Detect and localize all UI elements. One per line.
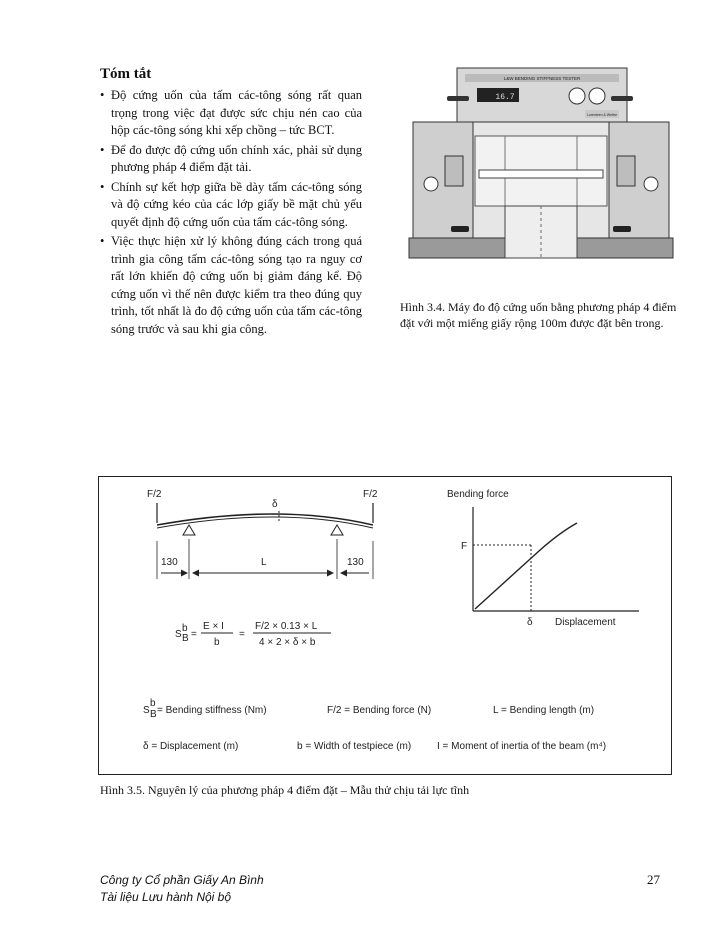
page-footer <box>100 872 264 906</box>
summary-bullet: • Để đo được độ cứng uốn chính xác, phải sử dụng phương pháp 4 điểm đặt tải. <box>100 142 362 174</box>
legend <box>143 698 606 752</box>
brand-label: Lorentzen & Wettre <box>586 113 618 117</box>
load-left-label: F/2 <box>147 489 162 500</box>
summary-bullet: • Độ cứng uốn của tấm các-tông sóng rất quan trọng trong việc đạt được sức chịu nén cao của hộp các-tông sóng khi xếp chồng – tức BCT. <box>100 88 362 137</box>
dim-left-label: 130 <box>161 557 178 568</box>
delta-label: δ <box>272 499 278 510</box>
bullet-icon: • <box>100 142 105 157</box>
formula-frac1-num: E × I <box>203 621 224 632</box>
summary-bullet: • Việc thực hiện xử lý không đúng cách trong quá trình gia công tấm các-tông sóng tạo ra nguy cơ rất lớn khiến độ cứng uốn bị giảm đáng kể. Độ cứng uốn vì thế nên được kiểm tra theo đúng quy trình, tốt nhất là đo độ cứng uốn của tấm các-tông sóng trước và sau khi gia công. <box>100 234 362 336</box>
formula-frac1-den: b <box>214 637 220 648</box>
dim-span-label: L <box>261 557 267 568</box>
footer-company: Công ty Cổ phần Giấy An Bình <box>100 873 264 887</box>
figure-3-5-caption: Hình 3.5. Nguyên lý của phương pháp 4 điểm đặt – Mẫu thử chịu tải lực tĩnh <box>100 783 470 797</box>
legend-bending-force: F/2 = Bending force (N) <box>327 705 432 716</box>
formula-frac2-num: F/2 × 0.13 × L <box>255 621 318 632</box>
bullet-icon: • <box>100 179 105 194</box>
dim-right-label: 130 <box>347 557 364 568</box>
svg-text:=: = <box>239 629 245 640</box>
legend-width: b = Width of testpiece (m) <box>297 741 412 752</box>
summary-bullet: • Chính sự kết hợp giữa bề dày tấm các-tông sóng và độ cứng kéo của các lớp giấy bề mặt chủ yếu quyết định độ cứng uốn của tấm các-tông sóng. <box>100 179 362 229</box>
figure-3-5 <box>98 476 672 775</box>
support-right <box>331 525 343 535</box>
summary-list <box>100 87 362 338</box>
tester-photo <box>405 66 677 274</box>
load-right-label: F/2 <box>363 489 378 500</box>
formula-lhs: S <box>175 629 182 640</box>
figure-3-4-caption: Hình 3.4. Máy đo độ cứng uốn bằng phương pháp 4 điểm đặt với một miếng giấy rộng 100m được đặt bên trong. <box>400 300 677 330</box>
page-number: 27 <box>647 872 660 887</box>
svg-text:B: B <box>182 633 189 644</box>
legend-moment-of-inertia: I = Moment of inertia of the beam (m⁴) <box>437 741 607 752</box>
graph-title: Bending force <box>447 489 509 500</box>
summary-heading: Tóm tắt <box>100 66 152 82</box>
svg-text:b: b <box>150 698 156 709</box>
legend-displacement: δ = Displacement (m) <box>143 741 239 752</box>
bending-formula <box>175 621 331 648</box>
svg-text:b: b <box>182 623 188 634</box>
svg-text:B: B <box>150 709 157 720</box>
formula-frac2-den: 4 × 2 × δ × b <box>259 637 316 648</box>
graph-f-label: F <box>461 541 468 552</box>
footer-note: Tài liệu Lưu hành Nội bộ <box>100 890 232 904</box>
graph-x-label: Displacement <box>555 617 616 628</box>
bullet-icon: • <box>100 234 105 248</box>
legend-bending-stiffness: = Bending stiffness (Nm) <box>157 705 267 716</box>
bullet-icon: • <box>100 88 105 102</box>
legend-bending-length: L = Bending length (m) <box>493 705 595 716</box>
force-curve <box>475 523 577 609</box>
graph-delta-label: δ <box>527 617 533 628</box>
display-value: 16.7 <box>495 93 515 102</box>
legend-symbol: S <box>143 705 150 716</box>
summary-section <box>100 66 362 340</box>
machine-label: L&W BENDING STIFFNESS TESTER <box>503 76 581 81</box>
support-left <box>183 525 195 535</box>
svg-text:=: = <box>191 629 197 640</box>
